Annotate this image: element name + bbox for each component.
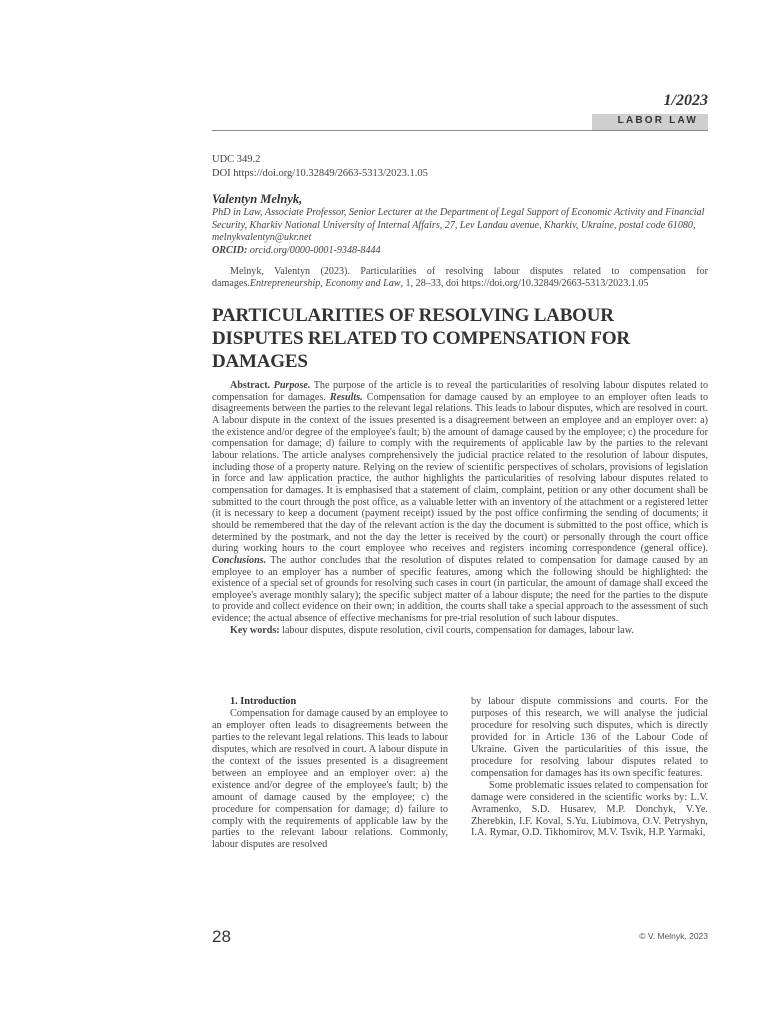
citation-tail[interactable]: , 1, 28–33, doi https://doi.org/10.32849/2663-5313/2023.1.05 [400,278,649,290]
purpose-label: Purpose. [273,380,311,391]
issue-number: 1/2023 [663,92,708,109]
citation-journal: Entrepreneurship, Economy and Law [249,278,401,290]
doi-link[interactable]: DOI https://doi.org/10.32849/2663-5313/2023.1.05 [212,168,428,179]
udc-code: UDC 349.2 [212,154,261,165]
conclusions-text: The author concludes that the resolution of disputes related to compensation for damage caused by an employee to an employer has a number of specific features, among which the following should be highlighted: the existence of a special set of grounds for resolving such cases in court (in particular, the amount of damage shall exceed the employee's average monthly salary); the specific subject matter of a labour dispute; the need for the parties to the dispute to provide and collect evidence on their own; in addition, the courts shall take a special approach to the assessment of such evidence; the actual absence of effective mechanisms for pre-trial resolution of such labour disputes. [212,554,708,625]
article-meta [212,153,428,181]
keywords-text: labour disputes, dispute resolution, civil courts, compensation for damages, labour law. [279,624,634,636]
section-banner [592,114,708,130]
affiliation-text: PhD in Law, Associate Professor, Senior Lecturer at the Department of Legal Support of Economic Activity and Financial Security, Kharkiv National University of Internal Affairs, 27, Lev Landau avenue, Kharkiv, Ukraine, postal code 61080, melnykvalentyn@ukr.net [212,207,705,244]
paragraph: Compensation for damage caused by an employee to an employer often leads to disagreements between the parties to the relevant legal relations. This leads to labour disputes, which are resolved in court. A labour dispute in the context of the issues presented is a disagreement between an employee and an employer over: a) the existence and/or degree of the employee's fault; b) the amount of damage caused by the employee; c) the procedure for compensation for damage; d) failure to comply with the requirements of applicable law by the parties to the relevant labour relations. Commonly, labour disputes are resolved [212,707,448,851]
section-label: LABOR LAW [617,115,698,126]
paragraph: Some problematic issues related to compensation for damage were considered in the scientific works by: L.V. Avramenko, S.D. Husarev, M.P. Donchyk, V.Ye. Zherebkin, I.F. Koval, S.Yu. Liubimova, O.V. Petryshyn, I.A. Rymar, O.D. Tikhomirov, M.V. Tsvik, H.P. Yarmaki, [471,779,708,839]
keywords-label: Key words: [230,624,280,636]
citation [212,266,708,291]
paragraph: by labour dispute commissions and courts. For the purposes of this research, we will analyse the judicial procedure for resolving such disputes, which is directly provided for in Article 136 of the Labour Code of Ukraine. Given the particularities of this issue, the procedure for resolving labour disputes related to compensation for damages has its own specific features. [471,696,708,779]
author-affiliation [212,207,708,257]
author-name: Valentyn Melnyk, [212,192,303,206]
orcid-link[interactable]: orcid.org/0000-0001-9348-8444 [249,244,381,256]
body-column-left [212,696,448,851]
abstract [212,380,708,636]
results-text: Compensation for damage caused by an employee to an employer often leads to disagreements between the parties to the relevant legal relations. This leads to labour disputes, which are resolved in court. A labour dispute in the context of the issues presented is a disagreement between an employee and an employer over: a) the existence and/or degree of the employee's fault; b) the amount of damage caused by the employee; c) the procedure for compensation for damage; d) failure to comply with the requirements of applicable law by the parties to the relevant labour relations. The article analyses comprehensively the judicial practice related to the resolution of labour disputes, including those of a property nature. Relying on the review of scientific perspectives of scholars, provisions of legislation in force and law application practice, the author highlights the particularities of resolving labour disputes related to compensation for damages. It is emphasised that a statement of claim, complaint, petition or any other document shall be submitted to the court through the post office, as a valuable letter with an inventory of the attachment or a registered letter (it is necessary to keep a document (payment receipt) issued by the post office confirming the sending of documents; it should be remembered that the day of the relevant action is the day the document is submitted to the post office, which is determined by the postmark, and not the day the letter is received by the court) or personally through the court office during working hours to the court employee who receives and registers incoming correspondence (general office). [212,391,708,555]
article-title: PARTICULARITIES OF RESOLVING LABOUR DISPUTES RELATED TO COMPENSATION FOR DAMAGES [212,305,630,372]
purpose-text: The purpose of the article is to reveal the particularities of resolving labour disputes related to compensation for damages. [212,380,708,403]
body-column-right [471,696,708,839]
header-divider [212,130,708,131]
orcid-label: ORCID: [212,244,248,256]
page-number: 28 [212,927,231,946]
copyright-notice: © V. Melnyk, 2023 [639,931,708,941]
abstract-label: Abstract. [230,380,271,391]
conclusions-label: Conclusions. [212,554,267,566]
citation-text: Melnyk, Valentyn (2023). Particularities of resolving labour disputes related to compensation for damages. [212,266,708,290]
section-heading: 1. Introduction [230,696,297,707]
results-label: Results. [329,391,363,403]
